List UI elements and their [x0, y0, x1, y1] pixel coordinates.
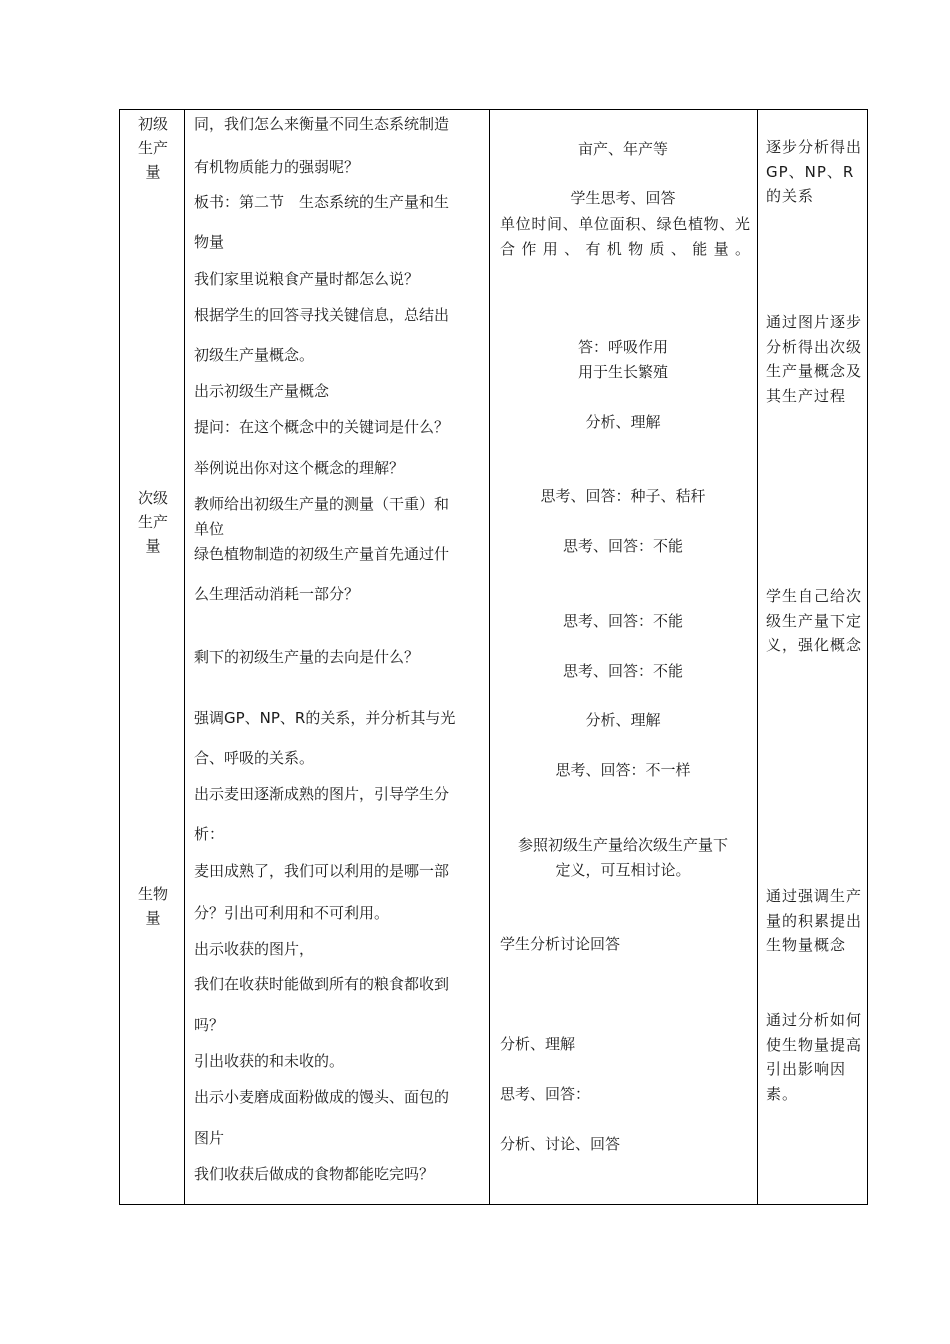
student-activity-line: 思考、回答： — [500, 1085, 591, 1103]
student-activity-line: 思考、回答：不能 — [562, 662, 683, 680]
section-label-biomass: 生物量 — [137, 885, 168, 927]
teacher-activity-line: 麦田成熟了，我们可以利用的是哪一部 — [194, 862, 450, 880]
teacher-activity-line: 教师给出初级生产量的测量（干重）和 — [194, 495, 450, 513]
teacher-activity-line: 强调GP、NP、R的关系，并分析其与光 — [194, 709, 456, 727]
teacher-activity-line: 析： — [194, 825, 225, 843]
teacher-activity-line: 分？引出可利用和不可利用。 — [194, 904, 390, 922]
design-note: 通过分析如何使生物量提高引出影响因素。 — [766, 1011, 863, 1103]
student-activity-line: 分析、理解 — [585, 413, 661, 431]
column-divider — [184, 110, 185, 1204]
student-activity-line: 思考、回答：种子、秸秆 — [540, 487, 706, 505]
teacher-activity-line: 出示麦田逐渐成熟的图片，引导学生分 — [194, 785, 450, 803]
teacher-activity-line: 单位 — [194, 520, 225, 538]
student-activity-line: 单位时间、单位面积、绿色植物、光合作用、有机物质、能量。 — [500, 215, 750, 258]
teacher-activity-line: 我们收获后做成的食物都能吃完吗？ — [194, 1165, 435, 1183]
design-note: 学生自己给次级生产量下定义，强化概念 — [766, 587, 863, 654]
teacher-activity-line: 合、呼吸的关系。 — [194, 749, 315, 767]
teacher-activity-line: 出示收获的图片， — [194, 940, 315, 958]
teacher-activity-line: 绿色植物制造的初级生产量首先通过什 — [194, 545, 450, 563]
design-note: 通过强调生产量的积累提出生物量概念 — [766, 887, 863, 954]
teacher-activity-line: 吗？ — [194, 1016, 225, 1034]
section-label-secondary-production: 次级生产量 — [137, 489, 168, 555]
teacher-activity-line: 出示初级生产量概念 — [194, 382, 330, 400]
teacher-activity-line: 举例说出你对这个概念的理解？ — [194, 459, 405, 477]
teacher-activity-line: 板书：第二节 生态系统的生产量和生 — [194, 193, 450, 211]
teacher-activity-line: 么生理活动消耗一部分？ — [194, 585, 360, 603]
student-activity-line: 亩产、年产等 — [577, 140, 668, 158]
lesson-plan-table — [119, 109, 868, 1205]
teacher-activity-line: 我们在收获时能做到所有的粮食都收到 — [194, 975, 450, 993]
teacher-activity-line: 出示小麦磨成面粉做成的馒头、面包的 — [194, 1088, 450, 1106]
teacher-activity-line: 我们家里说粮食产量时都怎么说？ — [194, 270, 420, 288]
student-activity-line: 定义，可互相讨论。 — [555, 861, 691, 879]
student-activity-line: 分析、讨论、回答 — [500, 1135, 621, 1153]
teacher-activity-line: 根据学生的回答寻找关键信息，总结出 — [194, 306, 450, 324]
teacher-activity-line: 有机物质能力的强弱呢？ — [194, 158, 360, 176]
student-activity-line: 思考、回答：不能 — [562, 537, 683, 555]
student-activity-line: 学生分析讨论回答 — [500, 935, 621, 953]
column-divider — [757, 110, 758, 1204]
student-activity-line: 用于生长繁殖 — [577, 363, 668, 381]
student-activity-line: 学生思考、回答 — [570, 189, 676, 207]
teacher-activity-line: 引出收获的和未收的。 — [194, 1052, 345, 1070]
student-activity-line: 思考、回答：不一样 — [555, 761, 691, 779]
column-divider — [489, 110, 490, 1204]
student-activity-line: 参照初级生产量给次级生产量下 — [517, 836, 728, 854]
teacher-activity-line: 提问：在这个概念中的关键词是什么？ — [194, 418, 450, 436]
teacher-activity-line: 剩下的初级生产量的去向是什么？ — [194, 648, 420, 666]
teacher-activity-line: 物量 — [194, 233, 225, 251]
student-activity-line: 分析、理解 — [500, 1035, 576, 1053]
teacher-activity-line: 图片 — [194, 1129, 225, 1147]
student-activity-line: 答：呼吸作用 — [577, 338, 668, 356]
teacher-activity-line: 同，我们怎么来衡量不同生态系统制造 — [194, 115, 450, 133]
section-label-primary-production: 初级生产量 — [137, 115, 168, 181]
student-activity-line: 分析、理解 — [585, 711, 661, 729]
student-activity-line: 思考、回答：不能 — [562, 612, 683, 630]
design-note: 通过图片逐步分析得出次级生产量概念及其生产过程 — [766, 313, 863, 405]
design-note: 逐步分析得出GP、NP、R的关系 — [766, 138, 863, 205]
teacher-activity-line: 初级生产量概念。 — [194, 346, 315, 364]
